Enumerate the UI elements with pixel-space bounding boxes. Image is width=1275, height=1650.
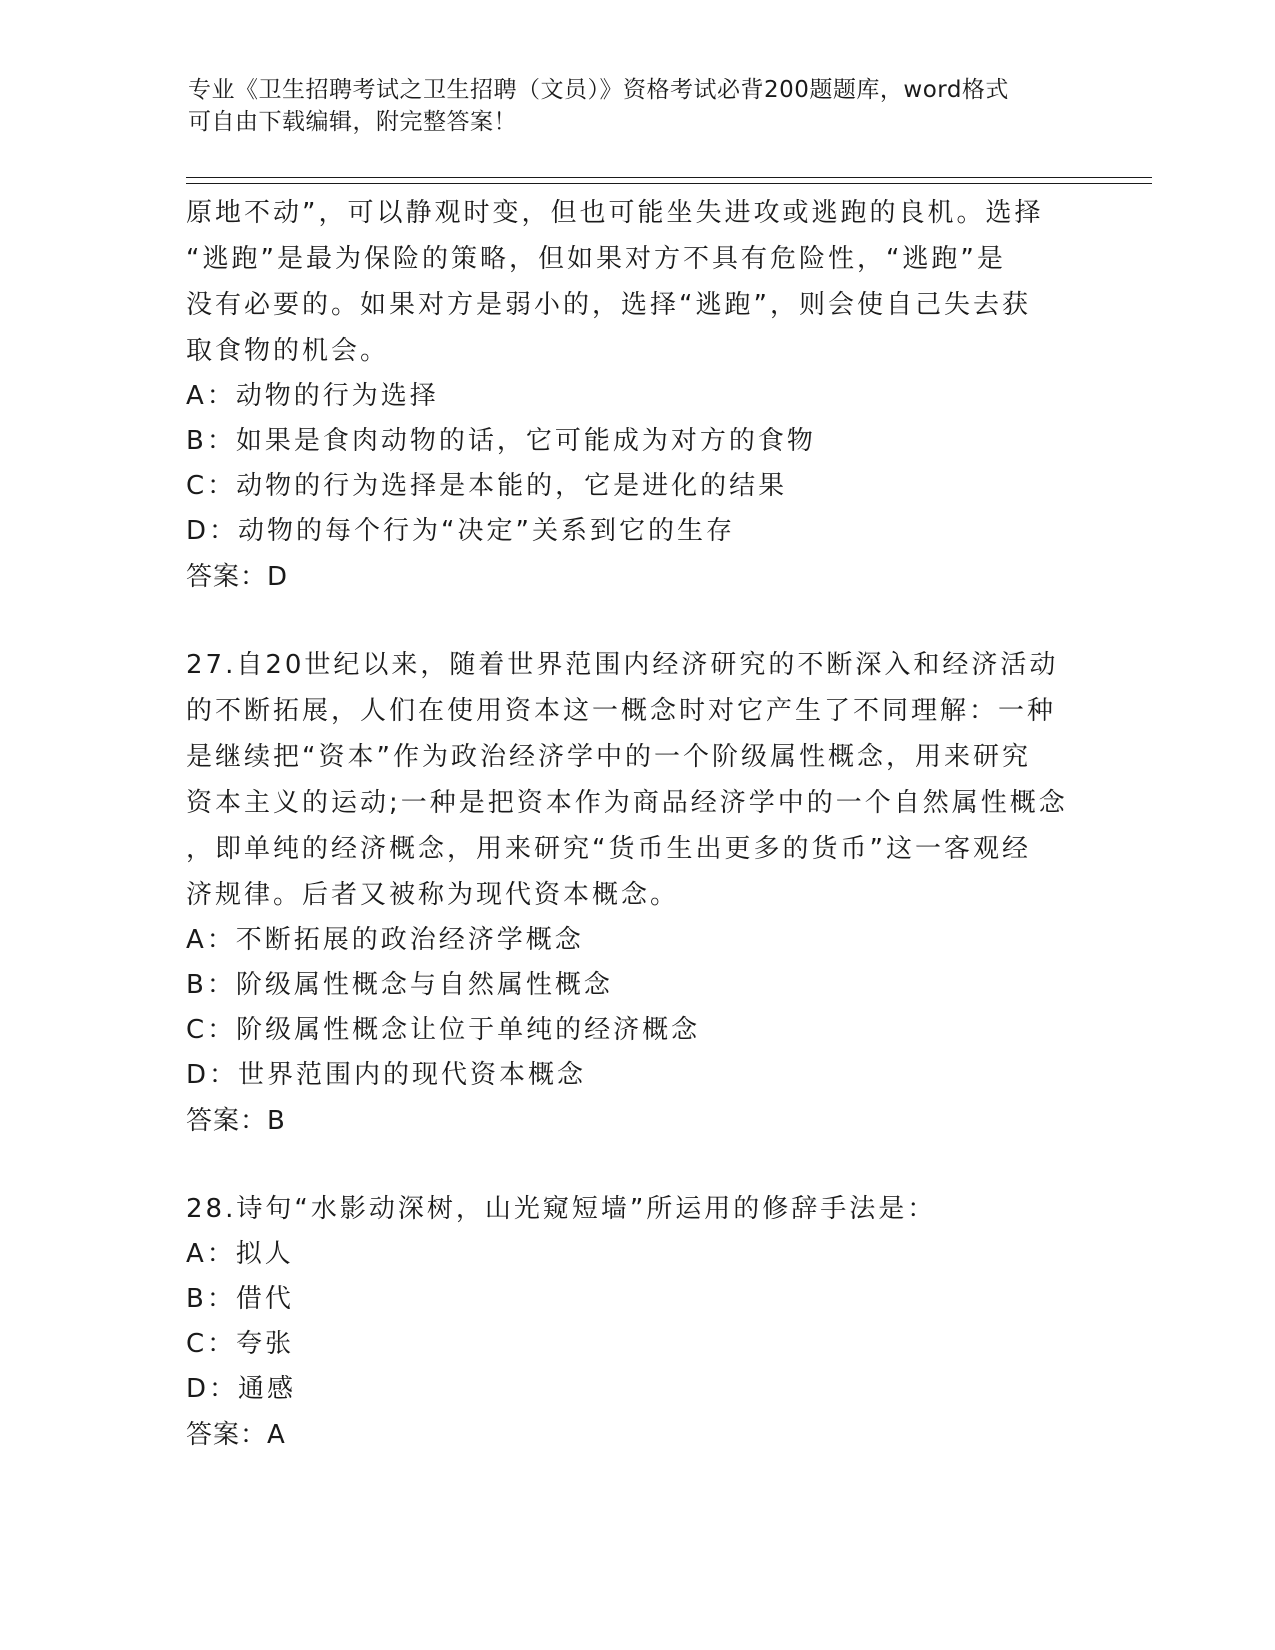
question-text-line: 没有必要的。如果对方是弱小的，选择“逃跑”，则会使自己失去获 [186,290,1031,320]
option-c: C：夸张 [186,1329,295,1359]
question-text-line: ，即单纯的经济概念，用来研究“货币生出更多的货币”这一客观经 [186,834,1031,864]
document-header [188,74,1088,138]
question-text-line: “逃跑”是最为保险的策略，但如果对方不具有危险性，“逃跑”是 [186,244,1006,274]
header-rule-top [186,177,1152,178]
question-28 [186,1186,1086,1458]
question-26-tail [186,190,1086,600]
question-text-line: 27.自20世纪以来，随着世界范围内经济研究的不断深入和经济活动 [186,650,1059,680]
option-d: D：通感 [186,1374,297,1404]
option-a: A：动物的行为选择 [186,381,439,411]
question-text-line: 资本主义的运动;一种是把资本作为商品经济学中的一个自然属性概念 [186,788,1068,818]
option-b: B：借代 [186,1284,294,1314]
spacer [186,600,1086,642]
question-text-line: 原地不动”，可以静观时变，但也可能坐失进攻或逃跑的良机。选择 [186,198,1044,228]
option-b: B：如果是食肉动物的话，它可能成为对方的食物 [186,426,816,456]
answer-line: 答案：B [186,1106,286,1136]
answer-line: 答案：A [186,1420,286,1450]
question-text-line: 是继续把“资本”作为政治经济学中的一个阶级属性概念，用来研究 [186,742,1031,772]
option-a: A：不断拓展的政治经济学概念 [186,925,584,955]
header-line-2: 可自由下载编辑，附完整答案！ [188,109,517,135]
question-text-line: 济规律。后者又被称为现代资本概念。 [186,880,680,910]
question-text-line: 取食物的机会。 [186,336,390,366]
option-d: D：世界范围内的现代资本概念 [186,1060,587,1090]
option-c: C：动物的行为选择是本能的，它是进化的结果 [186,471,788,501]
question-text-line: 28.诗句“水影动深树，山光窥短墙”所运用的修辞手法是： [186,1194,937,1224]
answer-line: 答案：D [186,562,289,592]
option-a: A：拟人 [186,1239,294,1269]
option-d: D：动物的每个行为“决定”关系到它的生存 [186,516,735,546]
spacer [186,1144,1086,1186]
question-27 [186,642,1086,1144]
question-text-line: 的不断拓展，人们在使用资本这一概念时对它产生了不同理解：一种 [186,696,1057,726]
option-b: B：阶级属性概念与自然属性概念 [186,970,613,1000]
header-line-1: 专业《卫生招聘考试之卫生招聘（文员）》资格考试必背200题题库，word格式 [188,77,1009,103]
option-c: C：阶级属性概念让位于单纯的经济概念 [186,1015,701,1045]
document-body [186,190,1086,1458]
header-rule-bottom [186,183,1152,184]
